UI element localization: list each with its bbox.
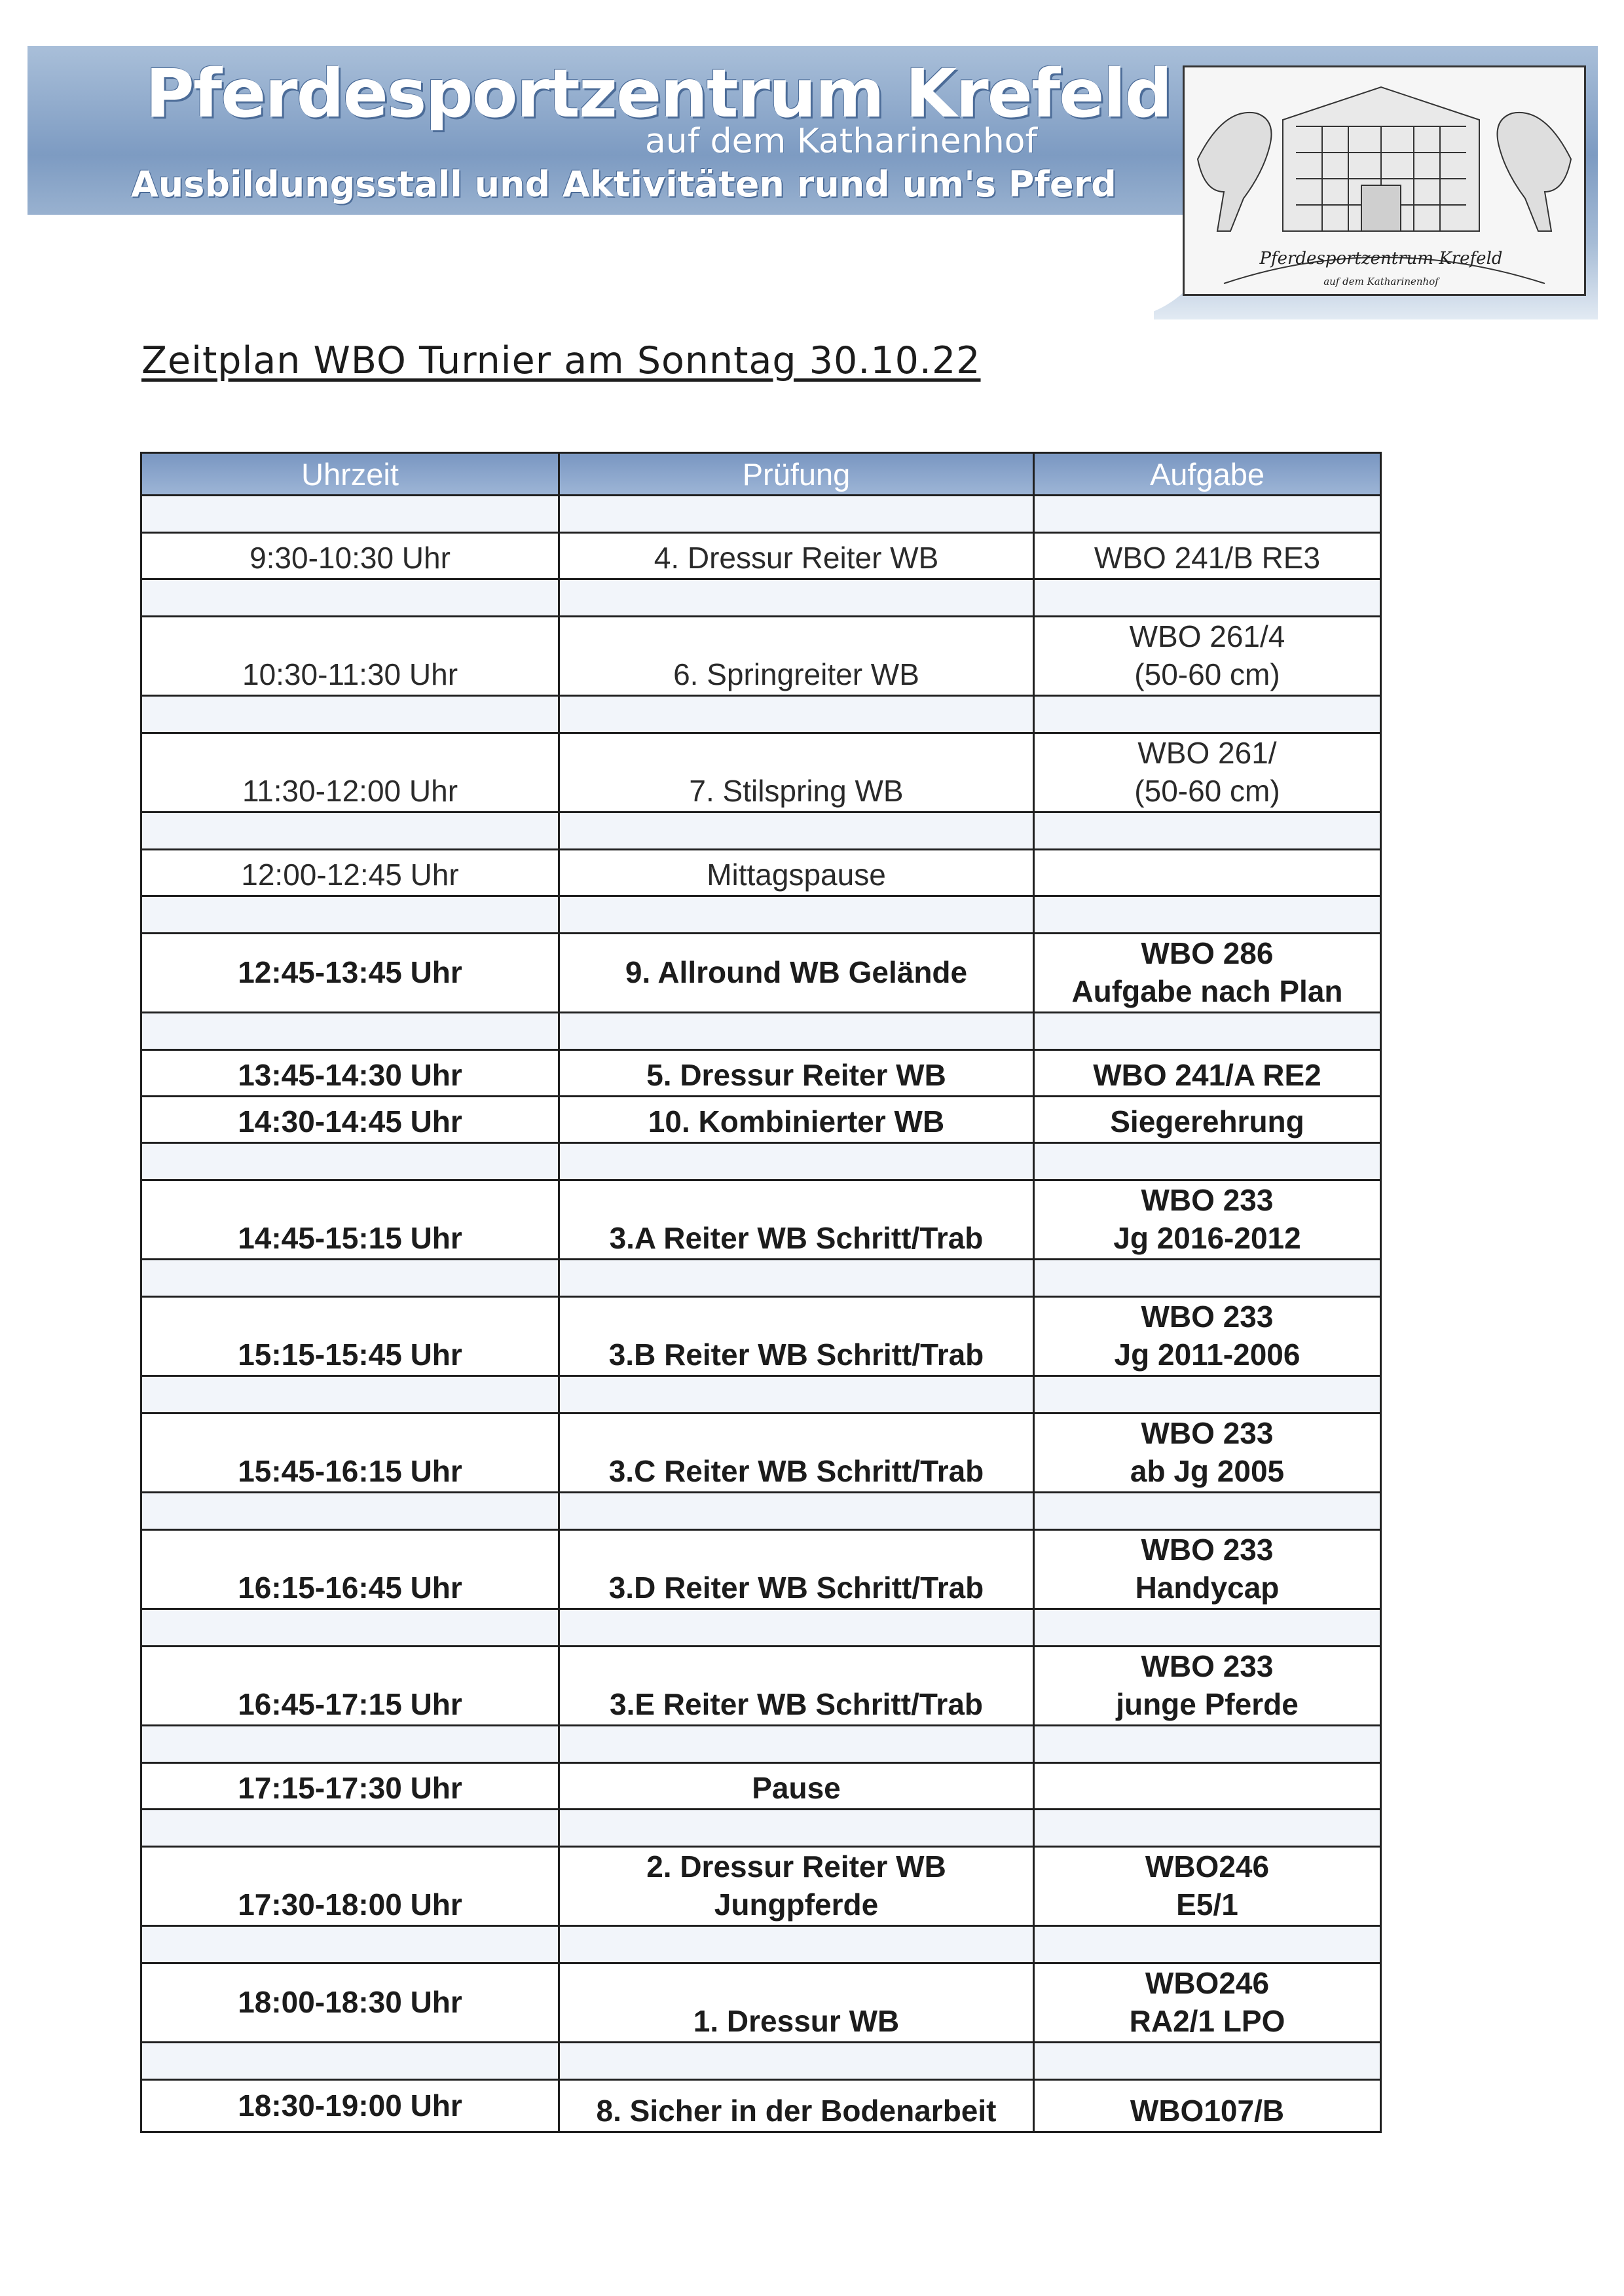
task-cell: WBO 241/B RE3 bbox=[1034, 533, 1381, 579]
table-row bbox=[141, 1050, 1381, 1097]
separator-row bbox=[141, 1143, 1381, 1180]
time-cell: 9:30-10:30 Uhr bbox=[141, 533, 559, 579]
time-cell: 16:45-17:15 Uhr bbox=[141, 1647, 559, 1726]
table-row bbox=[141, 1647, 1381, 1726]
table-row bbox=[141, 617, 1381, 696]
task-cell: WBO 233 junge Pferde bbox=[1034, 1647, 1381, 1726]
task-cell: WBO 261/ (50-60 cm) bbox=[1034, 733, 1381, 812]
time-cell: 14:30-14:45 Uhr bbox=[141, 1097, 559, 1143]
separator-row bbox=[141, 1726, 1381, 1763]
test-cell: 3.D Reiter WB Schritt/Trab bbox=[559, 1530, 1034, 1609]
table-row bbox=[141, 934, 1381, 1013]
time-cell: 18:00-18:30 Uhr bbox=[141, 1963, 559, 2043]
separator-row bbox=[141, 1376, 1381, 1413]
table-row bbox=[141, 733, 1381, 812]
time-cell: 12:45-13:45 Uhr bbox=[141, 934, 559, 1013]
column-header-test: Prüfung bbox=[559, 453, 1034, 496]
separator-row bbox=[141, 579, 1381, 617]
test-cell: 9. Allround WB Gelände bbox=[559, 934, 1034, 1013]
separator-row bbox=[141, 696, 1381, 733]
time-cell: 12:00-12:45 Uhr bbox=[141, 850, 559, 896]
separator-row bbox=[141, 896, 1381, 934]
time-cell: 15:15-15:45 Uhr bbox=[141, 1297, 559, 1376]
task-cell bbox=[1034, 850, 1381, 896]
table-row bbox=[141, 1413, 1381, 1493]
task-cell bbox=[1034, 1763, 1381, 1810]
test-cell: 6. Springreiter WB bbox=[559, 617, 1034, 696]
banner-cutout bbox=[28, 215, 1154, 319]
task-cell: WBO 233 Jg 2011-2006 bbox=[1034, 1297, 1381, 1376]
task-cell: Siegerehrung bbox=[1034, 1097, 1381, 1143]
test-cell: 3.C Reiter WB Schritt/Trab bbox=[559, 1413, 1034, 1493]
test-cell: 7. Stilspring WB bbox=[559, 733, 1034, 812]
test-cell: 3.A Reiter WB Schritt/Trab bbox=[559, 1180, 1034, 1260]
task-cell: WBO 233 ab Jg 2005 bbox=[1034, 1413, 1381, 1493]
time-cell: 13:45-14:30 Uhr bbox=[141, 1050, 559, 1097]
logo-subtext: auf dem Katharinenhof bbox=[1323, 276, 1439, 287]
test-cell: 3.B Reiter WB Schritt/Trab bbox=[559, 1297, 1034, 1376]
separator-row bbox=[141, 1260, 1381, 1297]
test-cell: Mittagspause bbox=[559, 850, 1034, 896]
banner-subtitle: auf dem Katharinenhof bbox=[645, 122, 1037, 161]
separator-row bbox=[141, 1609, 1381, 1647]
time-cell: 10:30-11:30 Uhr bbox=[141, 617, 559, 696]
task-cell: WBO 233 Jg 2016-2012 bbox=[1034, 1180, 1381, 1260]
table-row bbox=[141, 850, 1381, 896]
task-cell: WBO246 E5/1 bbox=[1034, 1847, 1381, 1926]
separator-row bbox=[141, 1013, 1381, 1050]
time-cell: 18:30-19:00 Uhr bbox=[141, 2080, 559, 2132]
table-row bbox=[141, 1847, 1381, 1926]
test-cell: 3.E Reiter WB Schritt/Trab bbox=[559, 1647, 1034, 1726]
separator-row bbox=[141, 496, 1381, 533]
table-row bbox=[141, 2080, 1381, 2132]
time-cell: 16:15-16:45 Uhr bbox=[141, 1530, 559, 1609]
table-row bbox=[141, 1297, 1381, 1376]
test-cell: 5. Dressur Reiter WB bbox=[559, 1050, 1034, 1097]
task-cell: WBO 233 Handycap bbox=[1034, 1530, 1381, 1609]
time-cell: 17:30-18:00 Uhr bbox=[141, 1847, 559, 1926]
column-header-task: Aufgabe bbox=[1034, 453, 1381, 496]
task-cell: WBO 261/4 (50-60 cm) bbox=[1034, 617, 1381, 696]
time-cell: 17:15-17:30 Uhr bbox=[141, 1763, 559, 1810]
task-cell: WBO107/B bbox=[1034, 2080, 1381, 2132]
schedule-table bbox=[140, 452, 1382, 2133]
table-row bbox=[141, 1097, 1381, 1143]
test-cell: 4. Dressur Reiter WB bbox=[559, 533, 1034, 579]
separator-row bbox=[141, 2043, 1381, 2080]
time-cell: 14:45-15:15 Uhr bbox=[141, 1180, 559, 1260]
table-header-row bbox=[141, 453, 1381, 496]
table-row bbox=[141, 1763, 1381, 1810]
column-header-time: Uhrzeit bbox=[141, 453, 559, 496]
separator-row bbox=[141, 1926, 1381, 1963]
separator-row bbox=[141, 1810, 1381, 1847]
test-cell: Pause bbox=[559, 1763, 1034, 1810]
document-heading: Zeitplan WBO Turnier am Sonntag 30.10.22 bbox=[141, 339, 981, 382]
task-cell: WBO246 RA2/1 LPO bbox=[1034, 1963, 1381, 2043]
separator-row bbox=[141, 1493, 1381, 1530]
task-cell: WBO 241/A RE2 bbox=[1034, 1050, 1381, 1097]
table-row bbox=[141, 1180, 1381, 1260]
time-cell: 15:45-16:15 Uhr bbox=[141, 1413, 559, 1493]
logo-text: Pferdesportzentrum Krefeld bbox=[1259, 249, 1503, 268]
banner-slogan: Ausbildungsstall und Aktivitäten rund um's Pferd bbox=[131, 164, 1116, 205]
logo-drawing bbox=[1183, 65, 1586, 296]
banner-title: Pferdesportzentrum Krefeld bbox=[145, 55, 1172, 133]
test-cell: 1. Dressur WB bbox=[559, 1963, 1034, 2043]
separator-row bbox=[141, 812, 1381, 850]
test-cell: 10. Kombinierter WB bbox=[559, 1097, 1034, 1143]
table-row bbox=[141, 1530, 1381, 1609]
test-cell: 2. Dressur Reiter WB Jungpferde bbox=[559, 1847, 1034, 1926]
table-row bbox=[141, 1963, 1381, 2043]
time-cell: 11:30-12:00 Uhr bbox=[141, 733, 559, 812]
table-row bbox=[141, 533, 1381, 579]
task-cell: WBO 286 Aufgabe nach Plan bbox=[1034, 934, 1381, 1013]
test-cell: 8. Sicher in der Bodenarbeit bbox=[559, 2080, 1034, 2132]
